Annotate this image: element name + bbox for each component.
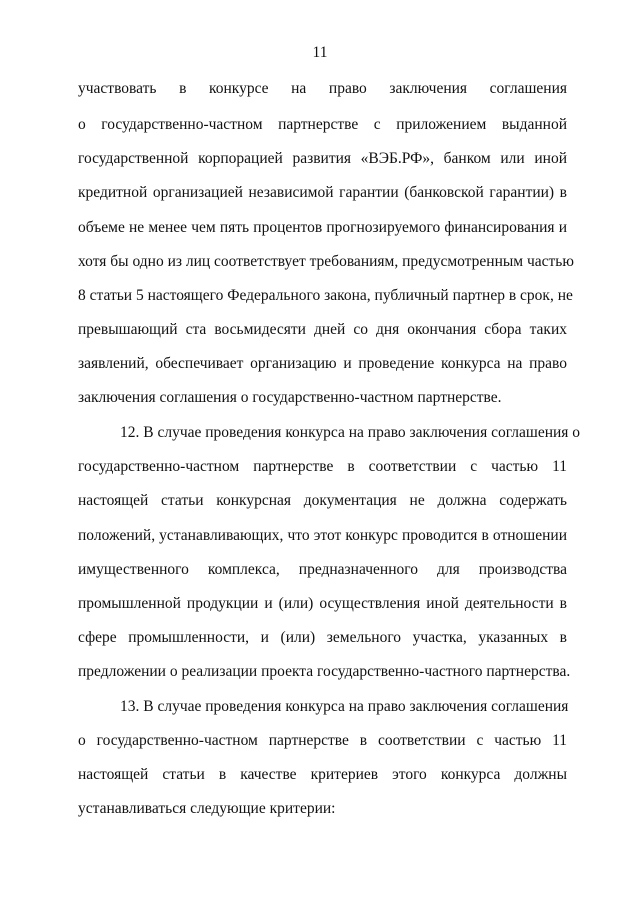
text-line: положений, устанавливающих, что этот конкурс проводится в отношении	[78, 527, 567, 544]
text-line: заявлений, обеспечивает организацию и проведение конкурса на право	[78, 355, 567, 372]
text-line: настоящей статьи в качестве критериев этого конкурса должны	[78, 766, 567, 783]
text-line: хотя бы одно из лиц соответствует требованиям, предусмотренным частью	[78, 253, 574, 270]
text-line: сфере промышленности, и (или) земельного участка, указанных в	[78, 629, 567, 646]
text-line: устанавливаться следующие критерии:	[78, 800, 336, 817]
text-line: настоящей статьи конкурсная документация не должна содержать	[78, 492, 567, 509]
paragraph-12-start: 12. В случае проведения конкурса на право заключения соглашения о	[120, 424, 581, 441]
text-line: предложении о реализации проекта государственно-частного партнерства.	[78, 663, 571, 680]
text-line: 8 статьи 5 настоящего Федерального закона, публичный партнер в срок, не	[78, 287, 573, 304]
text-line: участвовать в конкурсе на право заключения соглашения	[78, 80, 567, 97]
text-line: имущественного комплекса, предназначенного для производства	[78, 561, 567, 578]
text-line: заключения соглашения о государственно-частном партнерстве.	[78, 389, 502, 406]
text-line: государственной корпорацией развития «ВЭБ.РФ», банком или иной	[78, 150, 567, 167]
paragraph-13-start: 13. В случае проведения конкурса на право заключения соглашения	[120, 698, 569, 715]
text-line: превышающий ста восьмидесяти дней со дня окончания сбора таких	[78, 321, 567, 338]
text-line: государственно-частном партнерстве в соответствии с частью 11	[78, 458, 567, 475]
text-line: промышленной продукции и (или) осуществления иной деятельности в	[78, 595, 567, 612]
text-line: объеме не менее чем пять процентов прогнозируемого финансирования и	[78, 219, 567, 236]
text-line: о государственно-частном партнерстве с приложением выданной	[78, 116, 567, 133]
text-line: кредитной организацией независимой гарантии (банковской гарантии) в	[78, 184, 567, 201]
page-number: 11	[312, 44, 328, 61]
text-line: о государственно-частном партнерстве в соответствии с частью 11	[78, 732, 567, 749]
